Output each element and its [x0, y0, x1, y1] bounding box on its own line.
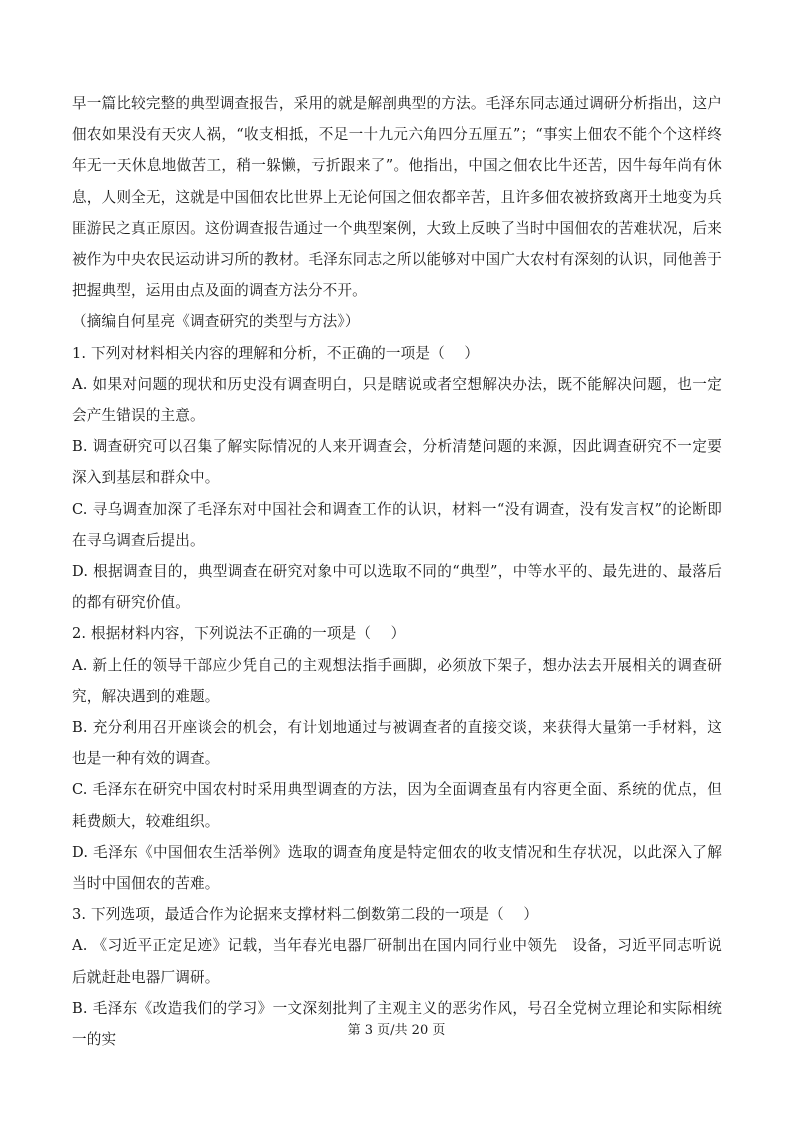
question-2-option-b: B. 充分利用召开座谈会的机会，有计划地通过与被调查者的直接交谈，来获得大量第一手材料，这也是一种有效的调查。 — [72, 719, 722, 768]
page-number: 第 3 页/共 20 页 — [347, 1023, 446, 1038]
question-3-option-a: A. 《习近平正定足迹》记载，当年春光电器厂研制出在国内同行业中领先 设备，习近平同志听说后就赶赴电器厂调研。 — [72, 937, 722, 986]
question-3-option-b: B. 毛泽东《改造我们的学习》一文深刻批判了主观主义的恶劣作风，号召全党树立理论和实际相统一的实 — [72, 999, 722, 1049]
question-1-option-c: C. 寻乌调查加深了毛泽东对中国社会和调查工作的认识，材料一“没有调查，没有发言权”的论断即在寻乌调查后提出。 — [72, 500, 722, 549]
question-1-stem: 1. 下列对材料相关内容的理解和分析，不正确的一项是（ ） — [72, 344, 480, 362]
question-3-stem: 3. 下列选项，最适合作为论据来支撑材料二倒数第二段的一项是（ ） — [72, 906, 539, 924]
question-2-option-c: C. 毛泽东在研究中国农村时采用典型调查的方法，因为全面调查虽有内容更全面、系统的优点，但耗费颇大，较难组织。 — [72, 781, 722, 830]
question-2-option-d: D. 毛泽东《中国佃农生活举例》选取的调查角度是特定佃农的收支情况和生存状况，以此深入了解当时中国佃农的苦难。 — [72, 843, 722, 893]
question-1-option-b: B. 调查研究可以召集了解实际情况的人来开调查会，分析清楚问题的来源，因此调查研究不一定要深入到基层和群众中。 — [72, 438, 722, 487]
question-1-option-d: D. 根据调查目的，典型调查在研究对象中可以选取不同的“典型”，中等水平的、最先进的、最落后的都有研究价值。 — [72, 563, 722, 612]
question-1-option-a: A. 如果对问题的现状和历史没有调查明白，只是瞎说或者空想解决办法，既不能解决问题，也一定会产生错误的主意。 — [72, 375, 722, 425]
document-body — [72, 88, 722, 1055]
material-paragraph: 早一篇比较完整的典型调查报告，采用的就是解剖典型的方法。毛泽东同志通过调研分析指出，这户佃农如果没有天灾人祸，“收支相抵，不足一十九元六角四分五厘五”；“事实上佃农不能个个这样终年无一天休息地做苦工，稍一躲懒，亏折跟来了”。他指出，中国之佃农比牛还苦，因牛每年尚有休息，人则全无，这就是中国佃农比世界上无论何国之佃农都辛苦，且许多佃农被挤致离开土地变为兵匪游民之真正原因。这份调查报告通过一个典型案例，大致上反映了当时中国佃农的苦难状况，后来被作为中央农民运动讲习所的教材。毛泽东同志之所以能够对中国广大农村有深刻的认识，同他善于把握典型，运用由点及面的调查方法分不开。 — [72, 95, 722, 300]
question-2-option-a: A. 新上任的领导干部应少凭自己的主观想法指手画脚，必须放下架子，想办法去开展相关的调查研究，解决遇到的难题。 — [72, 656, 722, 705]
question-2-stem: 2. 根据材料内容，下列说法不正确的一项是（ ） — [72, 625, 406, 643]
source-citation: （摘编自何星亮《调查研究的类型与方法》） — [72, 313, 360, 331]
